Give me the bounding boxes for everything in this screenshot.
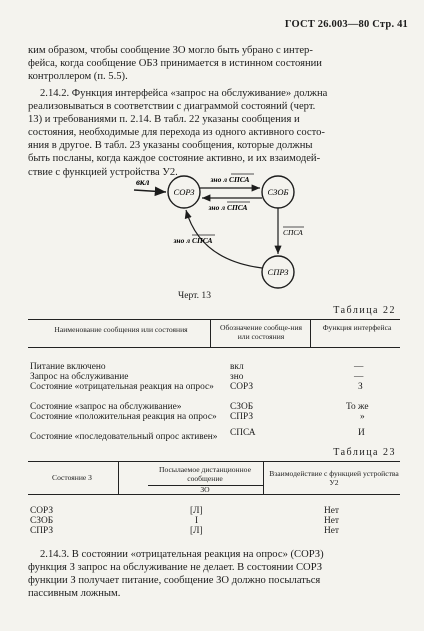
edge-left-label: зно л СПСА (173, 236, 213, 245)
paragraph-2 (28, 87, 398, 179)
table-cell: Состояние «запрос на обслуживание» (30, 402, 182, 412)
paragraph-line: функции З получает питание, сообщение ЗО должно посылаться (28, 575, 321, 587)
state-diagram (120, 168, 320, 292)
table-cell: [Л] (190, 506, 203, 516)
figure-caption: Черт. 13 (178, 290, 212, 301)
table-cell: То же (346, 402, 369, 412)
table-cell: — (354, 372, 364, 382)
table-vrule (210, 319, 211, 347)
paragraph-line: 13) и требованиями п. 2.14. В табл. 22 указаны сообщения и (28, 114, 300, 126)
edge-right-label: СПСА (283, 228, 303, 237)
paragraph-line: фейса, когда сообщение ОБЗ принимается в истинном состоянии (28, 58, 322, 70)
paragraph-line: ким образом, чтобы сообщение ЗО могло быть убрано с интер- (28, 45, 313, 56)
table-rule (28, 347, 400, 348)
table23-header-zo: ЗО (200, 485, 210, 494)
page-header: ГОСТ 26.003—80 Стр. 41 (284, 19, 408, 30)
table23-title: Таблица 23 (333, 447, 396, 458)
table-cell: СПРЗ (230, 412, 254, 422)
table23-header-state: Состояние З (52, 473, 92, 482)
table-cell: Нет (324, 526, 340, 536)
table-cell: » (360, 412, 365, 422)
table-cell: Состояние «последовательный опрос активен» (30, 432, 218, 442)
state-sprz-label: СПРЗ (267, 267, 289, 277)
paragraph-1 (28, 44, 398, 83)
table-23 (28, 461, 400, 537)
paragraph-line: реализовываться в соответствии с диаграммой состояний (черт. (28, 101, 316, 113)
paragraph-3 (28, 548, 398, 600)
state-szob-label: СЗОБ (267, 187, 289, 197)
table-cell: СЗОБ (30, 516, 54, 526)
table22-header-func: Функция интерфейса (322, 323, 392, 332)
table-cell: СОРЗ (230, 382, 254, 392)
paragraph-line: пассивным ложным. (28, 588, 121, 600)
edge-top-label: зно л СПСА (210, 175, 250, 184)
table-cell: З (358, 382, 363, 392)
table-cell: СОРЗ (30, 506, 54, 516)
table-cell: СПСА (230, 428, 256, 438)
table-vrule (310, 319, 311, 347)
paragraph-line: ствие с функцией устройства У2. (28, 166, 178, 178)
entry-label: вкл (136, 177, 150, 187)
table-cell: зно (230, 372, 244, 382)
table-cell: I (195, 516, 199, 526)
paragraph-line: функция З запрос на обслуживание не делает. В состоянии СОРЗ (28, 562, 323, 574)
table23-header-inter: Взаимодействие с функцией устройства У2 (269, 469, 399, 487)
table-cell: И (358, 428, 365, 438)
table-cell: Питание включено (30, 362, 106, 372)
edge-return-label: зно л СПСА (208, 203, 248, 212)
table-cell: вкл (230, 362, 244, 372)
table-cell: Состояние «отрицательная реакция на опрос» (30, 382, 214, 392)
state-sorz-label: СОРЗ (173, 187, 195, 197)
table-cell: Запрос на обслуживание (30, 372, 129, 382)
table-vrule (118, 461, 119, 494)
paragraph-line: быть посланы, когда каждое состояние активно, и их взаимодей- (28, 153, 321, 165)
table22-title: Таблица 22 (333, 305, 396, 316)
table-22 (28, 319, 400, 441)
table-cell: СЗОБ (230, 402, 254, 412)
paragraph-line: 2.14.2. Функция интерфейса «запрос на обслуживание» должна (40, 88, 328, 99)
table-rule (28, 461, 400, 462)
table-rule (28, 319, 400, 320)
paragraph-line: 2.14.3. В состоянии «отрицательная реакция на опрос» (СОРЗ) (40, 549, 324, 560)
table-cell: — (354, 362, 364, 372)
paragraph-line: контроллером (п. 5.5). (28, 71, 128, 83)
paragraph-line: яния в другое. В табл. 23 указаны сообщения, которые должны (28, 140, 313, 152)
table23-header-msg: Посылаемое дистанционное сообщение (159, 465, 251, 483)
table-cell: СПРЗ (30, 526, 54, 536)
table-cell: [Л] (190, 526, 203, 536)
table-cell: Состояние «положительная реакция на опрос» (30, 412, 217, 422)
table-cell: Нет (324, 516, 340, 526)
entry-arrow (134, 190, 166, 192)
table22-header-code: Обозначение сообще-ния или состояния (219, 323, 303, 341)
table22-header-name: Наименование сообщения или состояния (54, 325, 188, 334)
table-cell: Нет (324, 506, 340, 516)
paragraph-line: состояния, необходимые для перехода из одного активного состо- (28, 127, 325, 139)
